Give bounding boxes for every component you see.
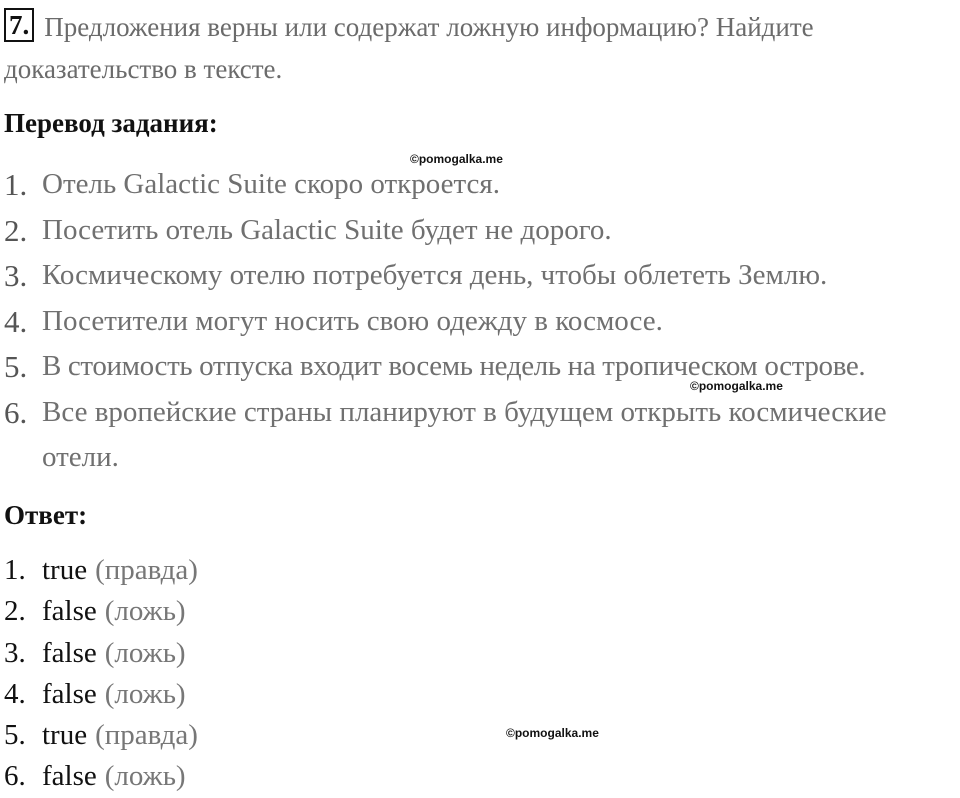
list-item: 6. false (ложь) [4,760,186,793]
answer-heading: Ответ: [4,500,88,530]
task-statement [4,6,956,90]
list-item: 1. true (правда) [4,554,198,586]
watermark: ©pomogalka.me [690,379,783,393]
translation-list [4,162,960,481]
list-item: 4. Посетители могут носить свою одежду в космосе. [4,303,663,339]
answer-list [4,550,604,798]
translation-heading: Перевод задания: [4,108,218,138]
list-item: 3. Космическому отелю потребуется день, чтобы облететь Землю. [4,258,828,293]
list-item: 4. false (ложь) [4,677,186,710]
list-item: 2. Посетить отель Galactic Suite будет не дорого. [4,212,612,248]
list-item: 6. Все вропейские страны планируют в будущем открыть космические отели. [4,394,887,473]
list-item: 1. Отель Galactic Suite скоро откроется. [4,167,500,202]
task-number: 7. [4,8,34,42]
task-text: Предложения верны или содержат ложную информацию? Найдите доказательство в тексте. [4,12,814,84]
watermark: ©pomogalka.me [506,726,599,740]
list-item: 5. В стоимость отпуска входит восемь недель на тропическом острове. [4,349,866,384]
list-item: 3. false (ложь) [4,636,186,669]
list-item: 2. false (ложь) [4,595,186,628]
watermark: ©pomogalka.me [410,152,503,166]
list-item: 5. true (правда) [4,719,198,752]
